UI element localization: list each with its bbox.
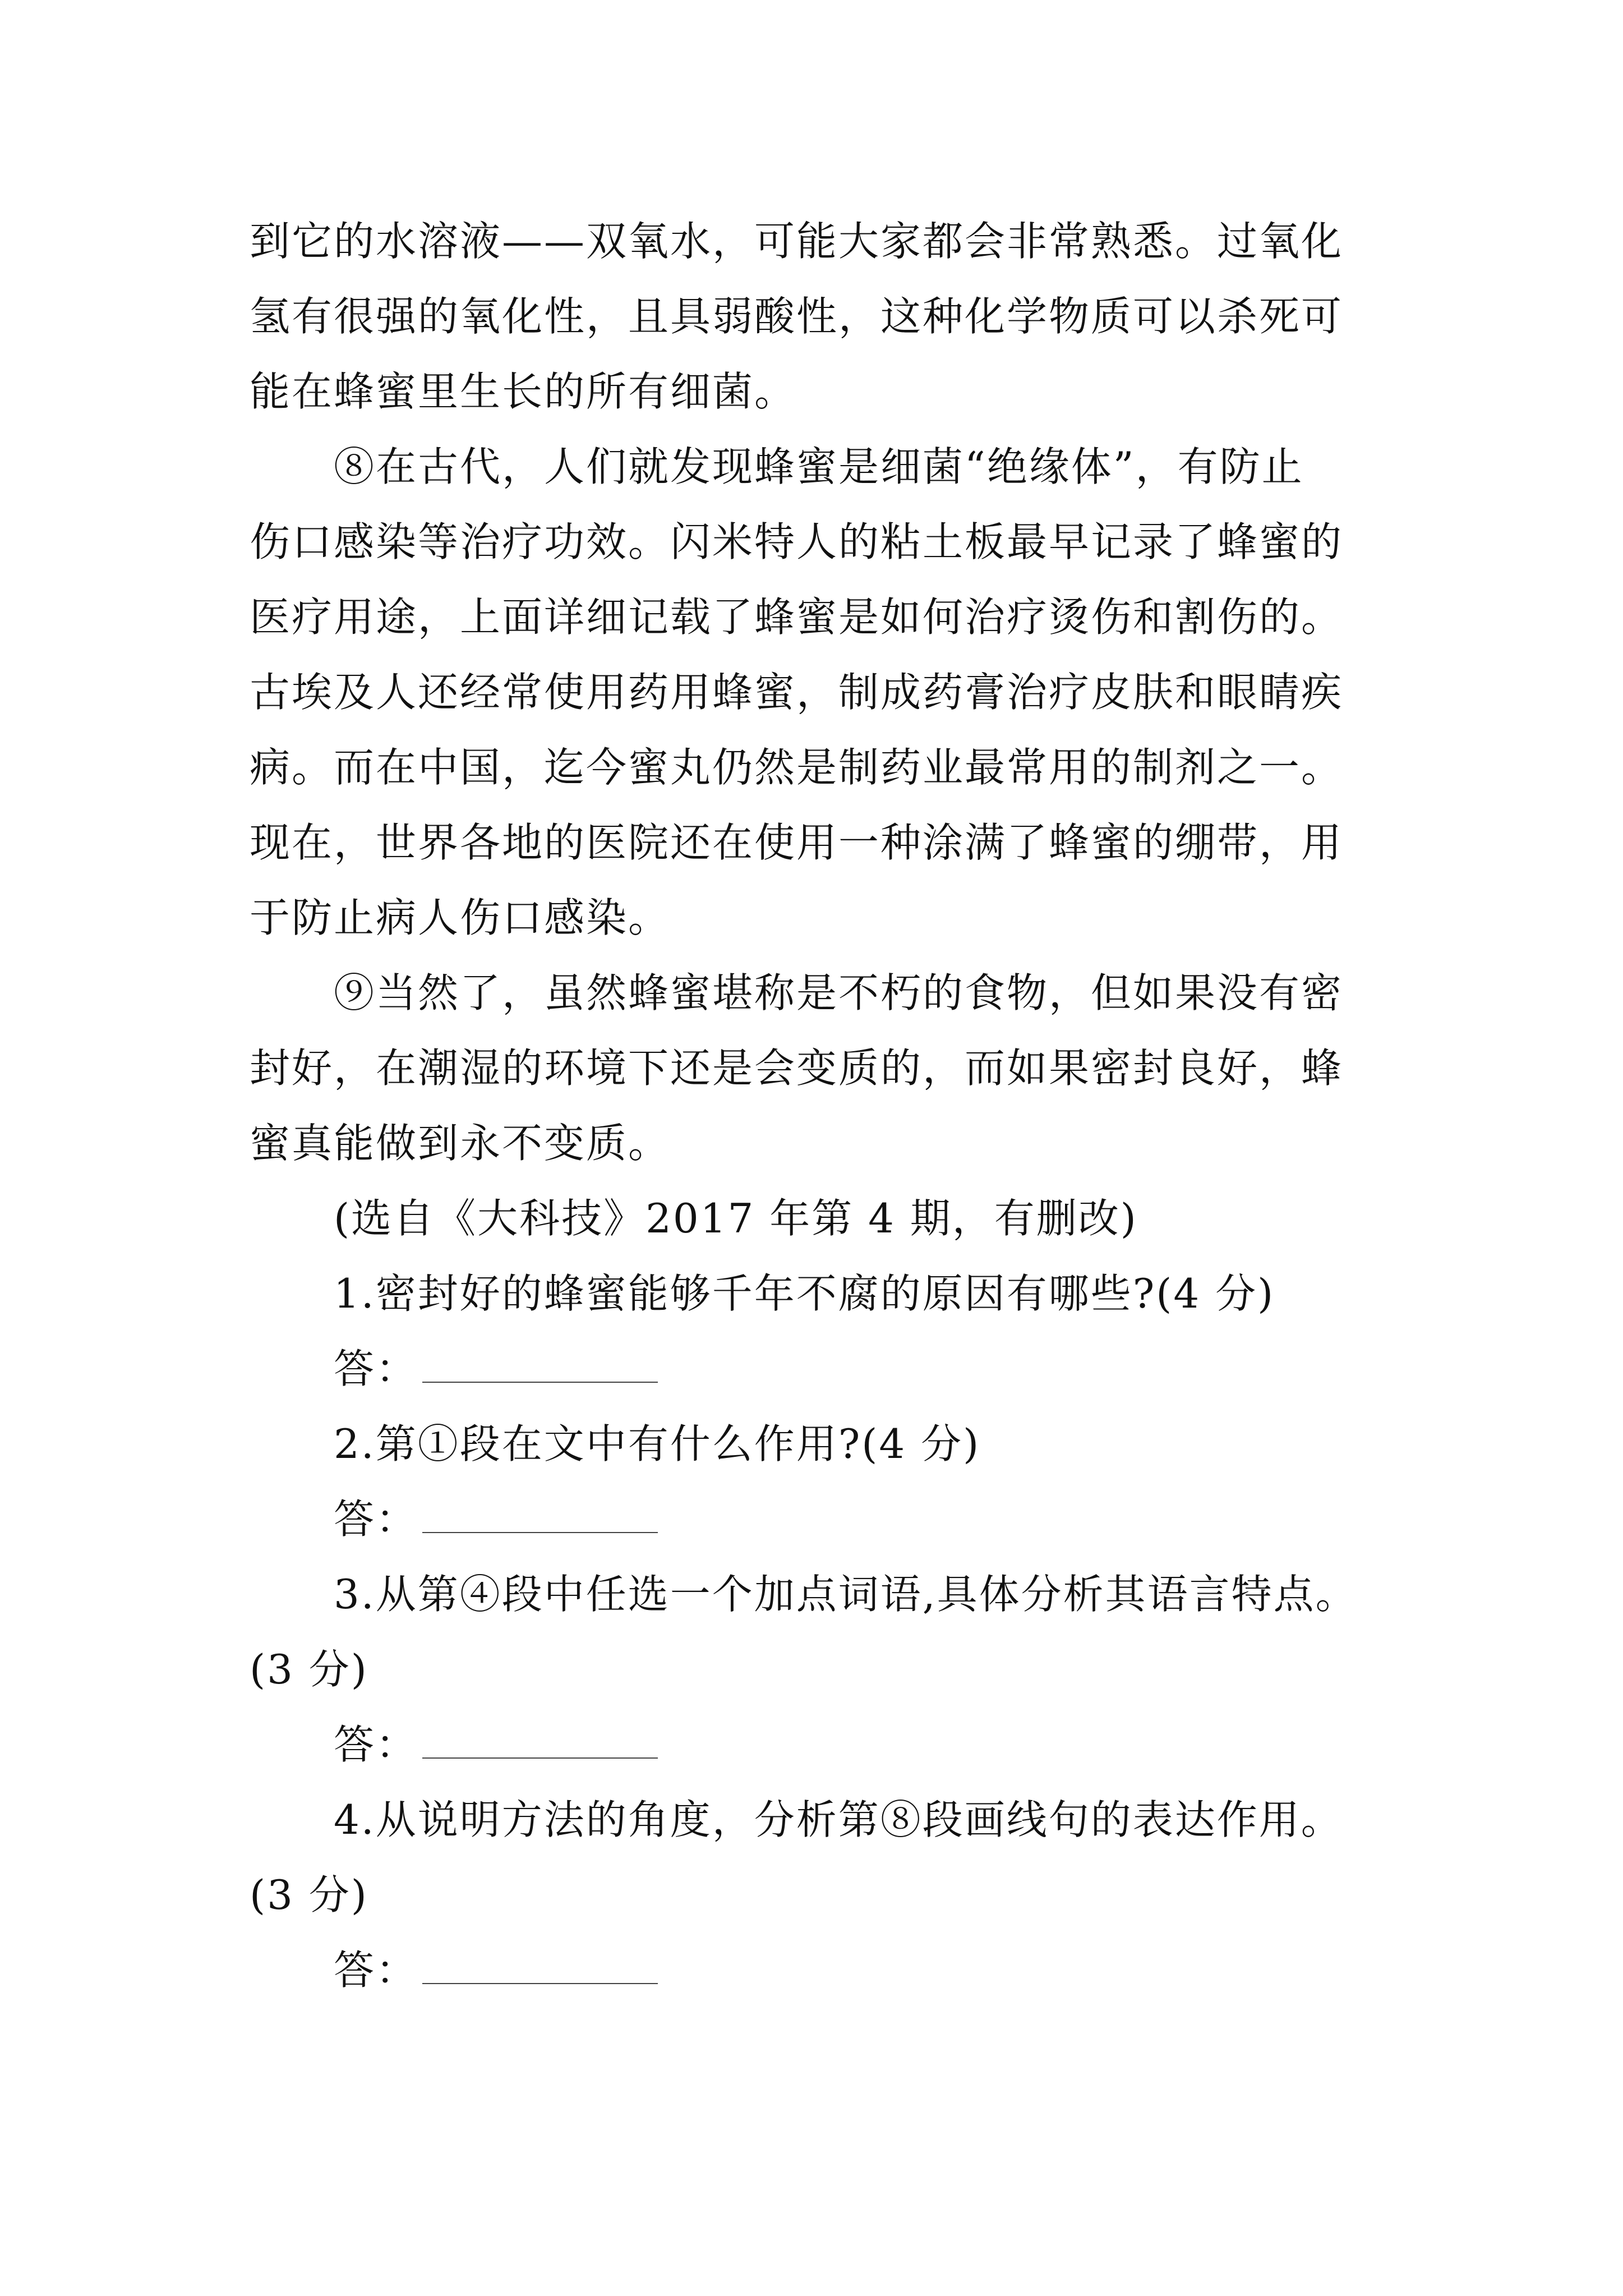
answer-blank-2[interactable] bbox=[422, 1493, 658, 1533]
paragraph-8-line-4: 古埃及人还经常使用药用蜂蜜，制成药膏治疗皮肤和眼睛疾 bbox=[250, 669, 1344, 716]
answer-blank-3[interactable] bbox=[422, 1718, 658, 1759]
question-4-answer bbox=[334, 1943, 1478, 1997]
question-3-continuation: (3 分) bbox=[250, 1646, 368, 1693]
answer-blank-1[interactable] bbox=[422, 1342, 658, 1383]
paragraph-7-line-1: 到它的水溶液——双氧水，可能大家都会非常熟悉。过氧化 bbox=[250, 218, 1344, 265]
question-3: 3.从第④段中任选一个加点词语,具体分析其语言特点。 bbox=[334, 1571, 1358, 1618]
answer-label: 答： bbox=[334, 1345, 418, 1392]
question-1: 1.密封好的蜂蜜能够千年不腐的原因有哪些?(4 分) bbox=[334, 1270, 1275, 1317]
question-2: 2.第①段在文中有什么作用?(4 分) bbox=[334, 1420, 981, 1467]
paragraph-9-line-3: 蜜真能做到永不变质。 bbox=[250, 1120, 671, 1167]
paragraph-7-line-3: 能在蜂蜜里生长的所有细菌。 bbox=[250, 368, 797, 415]
question-4-continuation: (3 分) bbox=[250, 1871, 368, 1918]
question-4: 4.从说明方法的角度，分析第⑧段画线句的表达作用。 bbox=[334, 1796, 1343, 1843]
paragraph-9-line-1: ⑨当然了，虽然蜂蜜堪称是不朽的食物，但如果没有密 bbox=[334, 969, 1344, 1016]
paragraph-8-line-2: 伤口感染等治疗功效。闪米特人的粘土板最早记录了蜂蜜的 bbox=[250, 518, 1344, 565]
paragraph-7-line-2: 氢有很强的氧化性，且具弱酸性，这种化学物质可以杀死可 bbox=[250, 293, 1344, 340]
question-3-answer bbox=[334, 1718, 1478, 1772]
answer-blank-4[interactable] bbox=[422, 1944, 658, 1984]
answer-label: 答： bbox=[334, 1721, 418, 1768]
source-citation: (选自《大科技》2017 年第 4 期，有删改) bbox=[334, 1195, 1138, 1242]
answer-label: 答： bbox=[334, 1947, 418, 1994]
paragraph-8-line-6: 现在，世界各地的医院还在使用一种涂满了蜂蜜的绷带，用 bbox=[250, 819, 1344, 866]
paragraph-8-line-3: 医疗用途，上面详细记载了蜂蜜是如何治疗烫伤和割伤的。 bbox=[250, 593, 1344, 641]
paragraph-9-line-2: 封好，在潮湿的环境下还是会变质的，而如果密封良好，蜂 bbox=[250, 1045, 1344, 1092]
question-1-answer bbox=[334, 1342, 1478, 1396]
paragraph-8-line-5: 病。而在中国，迄今蜜丸仍然是制药业最常用的制剂之一。 bbox=[250, 744, 1344, 791]
answer-label: 答： bbox=[334, 1496, 418, 1543]
question-2-answer bbox=[334, 1492, 1478, 1546]
paragraph-8-line-1: ⑧在古代，人们就发现蜂蜜是细菌“绝缘体”，有防止 bbox=[334, 443, 1304, 490]
paragraph-8-line-7: 于防止病人伤口感染。 bbox=[250, 894, 671, 941]
